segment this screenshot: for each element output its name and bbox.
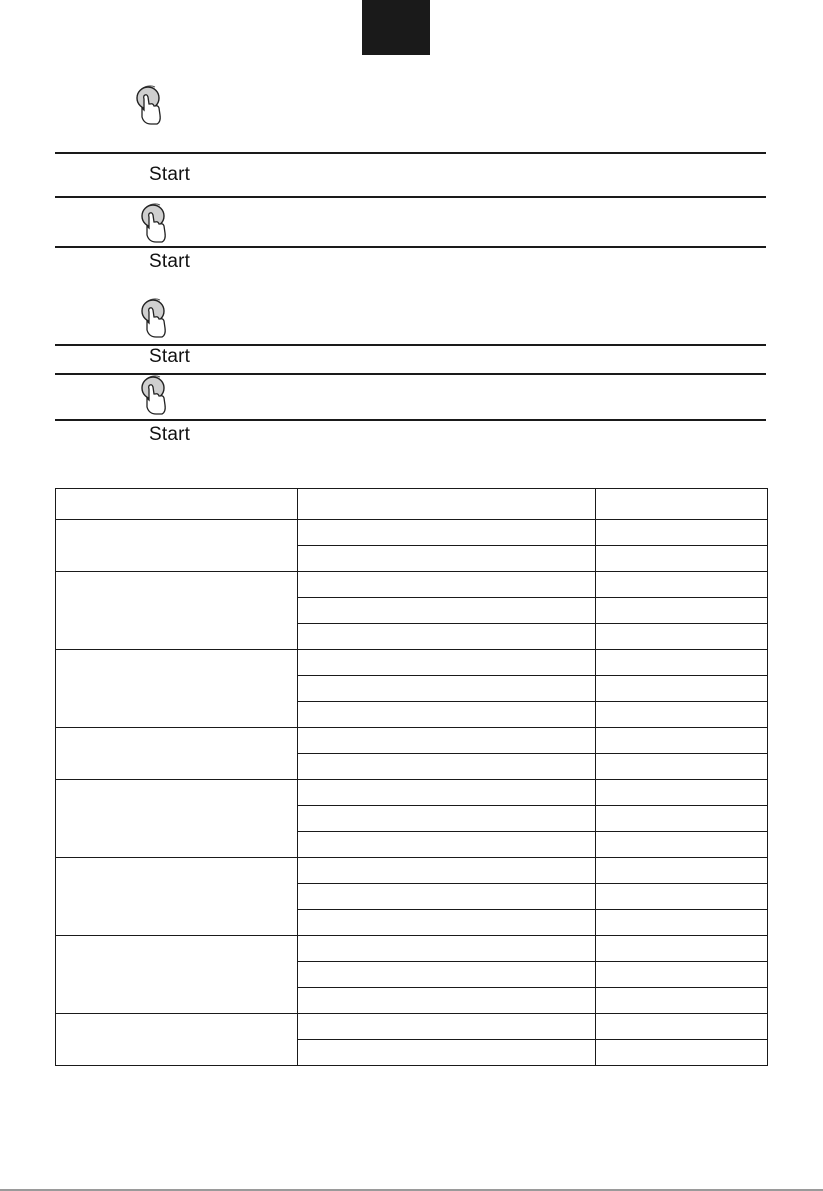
table-cell: [298, 702, 596, 728]
start-button-label: Start: [149, 251, 191, 272]
table-row: [56, 780, 768, 806]
rotary-knob-hand-icon: [138, 297, 172, 339]
start-button-label: Start: [149, 346, 191, 367]
rotary-knob-hand-icon: [138, 374, 172, 416]
table-cell: [596, 962, 768, 988]
table-cell: [596, 572, 768, 598]
table-cell: [298, 598, 596, 624]
group-label-cell: [56, 572, 298, 650]
table-cell: [596, 988, 768, 1014]
table-row: [56, 858, 768, 884]
table-cell: [298, 624, 596, 650]
table-header-cell: [298, 489, 596, 520]
table-cell: [298, 988, 596, 1014]
group-label-cell: [56, 1014, 298, 1066]
table-cell: [298, 754, 596, 780]
group-label-cell: [56, 728, 298, 780]
table-cell: [298, 520, 596, 546]
table-cell: [298, 572, 596, 598]
step-divider: [55, 196, 766, 198]
table-cell: [298, 676, 596, 702]
table-cell: [596, 754, 768, 780]
table-cell: [298, 1014, 596, 1040]
table-cell: [298, 806, 596, 832]
table-cell: [298, 962, 596, 988]
table-cell: [596, 910, 768, 936]
table-cell: [596, 936, 768, 962]
table-header-row: [56, 489, 768, 520]
table-cell: [596, 728, 768, 754]
group-label-cell: [56, 858, 298, 936]
table-row: [56, 650, 768, 676]
table-cell: [596, 884, 768, 910]
group-label-cell: [56, 650, 298, 728]
table-cell: [596, 702, 768, 728]
table-cell: [298, 780, 596, 806]
table-cell: [596, 598, 768, 624]
table-row: [56, 572, 768, 598]
start-button-label: Start: [149, 164, 191, 185]
table-cell: [596, 650, 768, 676]
table-cell: [298, 858, 596, 884]
rotary-knob-hand-icon: [133, 84, 167, 126]
rotary-knob-hand-icon: [138, 202, 172, 244]
group-label-cell: [56, 936, 298, 1014]
table-cell: [596, 806, 768, 832]
table-cell: [298, 936, 596, 962]
table-cell: [298, 884, 596, 910]
table-cell: [596, 1040, 768, 1066]
group-label-cell: [56, 780, 298, 858]
table-cell: [596, 1014, 768, 1040]
table-cell: [596, 546, 768, 572]
table-cell: [596, 832, 768, 858]
table-cell: [596, 520, 768, 546]
table-cell: [596, 780, 768, 806]
table-cell: [298, 650, 596, 676]
table-row: [56, 1014, 768, 1040]
cooking-table: [55, 488, 768, 1066]
table-header-cell: [56, 489, 298, 520]
table-cell: [298, 728, 596, 754]
step-divider: [55, 152, 766, 154]
step-divider: [55, 246, 766, 248]
table-header-cell: [596, 489, 768, 520]
table-cell: [596, 624, 768, 650]
table-row: [56, 728, 768, 754]
table-cell: [298, 832, 596, 858]
table-cell: [298, 910, 596, 936]
table-cell: [298, 1040, 596, 1066]
table-cell: [596, 858, 768, 884]
step-divider: [55, 419, 766, 421]
table-cell: [298, 546, 596, 572]
table-cell: [596, 676, 768, 702]
group-label-cell: [56, 520, 298, 572]
page-tab-marker: [362, 0, 430, 55]
table-row: [56, 520, 768, 546]
table-row: [56, 936, 768, 962]
start-button-label: Start: [149, 424, 191, 445]
